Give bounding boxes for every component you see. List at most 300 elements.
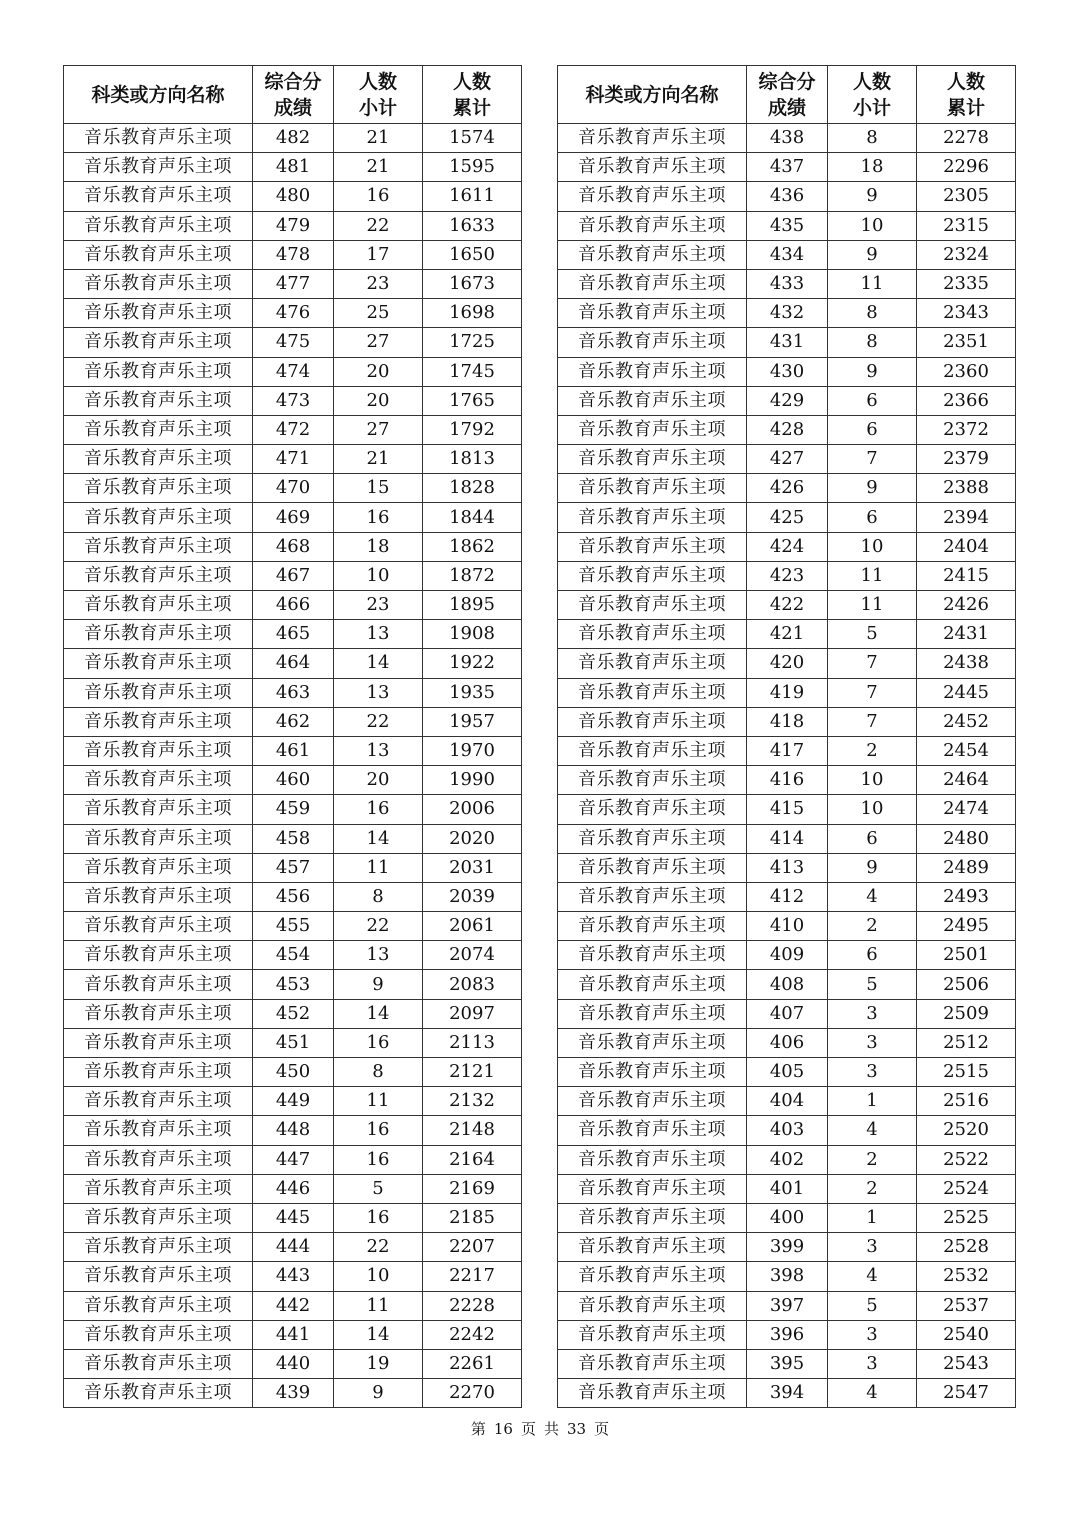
cell-cumulative: 2537 <box>917 1291 1016 1320</box>
cell-name: 音乐教育声乐主项 <box>558 328 747 357</box>
table-row <box>558 766 1016 795</box>
cell-count: 23 <box>334 591 423 620</box>
cell-score: 404 <box>747 1087 828 1116</box>
table-row <box>64 795 522 824</box>
cell-name: 音乐教育声乐主项 <box>64 999 253 1028</box>
table-row <box>64 1145 522 1174</box>
table-row <box>558 1233 1016 1262</box>
cell-count: 3 <box>828 1320 917 1349</box>
cell-cumulative: 2242 <box>423 1320 522 1349</box>
cell-name: 音乐教育声乐主项 <box>64 1262 253 1291</box>
table-row <box>64 153 522 182</box>
cell-name: 音乐教育声乐主项 <box>558 970 747 999</box>
header-cumulative: 人数 累计 <box>423 66 522 124</box>
footer-page-number: 16 <box>493 1420 513 1438</box>
cell-name: 音乐教育声乐主项 <box>64 182 253 211</box>
cell-cumulative: 2169 <box>423 1174 522 1203</box>
cell-name: 音乐教育声乐主项 <box>558 1087 747 1116</box>
cell-count: 7 <box>828 445 917 474</box>
cell-score: 465 <box>253 620 334 649</box>
table-row <box>558 299 1016 328</box>
cell-cumulative: 2525 <box>917 1203 1016 1232</box>
table-row <box>558 824 1016 853</box>
table-row <box>558 357 1016 386</box>
cell-score: 435 <box>747 211 828 240</box>
cell-cumulative: 2474 <box>917 795 1016 824</box>
cell-name: 音乐教育声乐主项 <box>64 357 253 386</box>
cell-count: 25 <box>334 299 423 328</box>
cell-cumulative: 2228 <box>423 1291 522 1320</box>
cell-score: 446 <box>253 1174 334 1203</box>
cell-count: 11 <box>334 853 423 882</box>
cell-cumulative: 2074 <box>423 941 522 970</box>
cell-name: 音乐教育声乐主项 <box>558 269 747 298</box>
footer-page-label: 页 <box>520 1420 536 1438</box>
cell-score: 476 <box>253 299 334 328</box>
cell-score: 403 <box>747 1116 828 1145</box>
cell-cumulative: 2097 <box>423 999 522 1028</box>
cell-cumulative: 2324 <box>917 240 1016 269</box>
cell-count: 27 <box>334 415 423 444</box>
cell-count: 8 <box>828 328 917 357</box>
cell-score: 433 <box>747 269 828 298</box>
cell-name: 音乐教育声乐主项 <box>64 415 253 444</box>
cell-count: 9 <box>334 1379 423 1408</box>
cell-score: 398 <box>747 1262 828 1291</box>
cell-name: 音乐教育声乐主项 <box>64 124 253 153</box>
cell-count: 13 <box>334 941 423 970</box>
table-row <box>558 153 1016 182</box>
table-row <box>558 736 1016 765</box>
table-row <box>558 1174 1016 1203</box>
cell-count: 9 <box>828 182 917 211</box>
table-row <box>64 269 522 298</box>
cell-count: 3 <box>828 1058 917 1087</box>
cell-count: 14 <box>334 1320 423 1349</box>
cell-count: 7 <box>828 649 917 678</box>
cell-cumulative: 2452 <box>917 707 1016 736</box>
cell-score: 463 <box>253 678 334 707</box>
cell-count: 16 <box>334 182 423 211</box>
cell-name: 音乐教育声乐主项 <box>558 941 747 970</box>
cell-cumulative: 2113 <box>423 1028 522 1057</box>
cell-count: 11 <box>828 269 917 298</box>
cell-score: 434 <box>747 240 828 269</box>
table-row <box>558 795 1016 824</box>
cell-score: 471 <box>253 445 334 474</box>
cell-score: 460 <box>253 766 334 795</box>
cell-score: 412 <box>747 882 828 911</box>
header-score: 综合分 成绩 <box>253 66 334 124</box>
table-row <box>64 1233 522 1262</box>
cell-cumulative: 1745 <box>423 357 522 386</box>
table-row <box>64 620 522 649</box>
cell-cumulative: 2366 <box>917 386 1016 415</box>
table-row <box>558 591 1016 620</box>
table-row <box>558 1028 1016 1057</box>
header-count: 人数 小计 <box>828 66 917 124</box>
cell-score: 410 <box>747 912 828 941</box>
cell-count: 16 <box>334 1028 423 1057</box>
cell-count: 2 <box>828 736 917 765</box>
cell-score: 396 <box>747 1320 828 1349</box>
cell-cumulative: 2454 <box>917 736 1016 765</box>
table-row <box>558 561 1016 590</box>
cell-score: 481 <box>253 153 334 182</box>
cell-score: 432 <box>747 299 828 328</box>
cell-name: 音乐教育声乐主项 <box>558 1349 747 1378</box>
table-row <box>558 240 1016 269</box>
cell-name: 音乐教育声乐主项 <box>558 1116 747 1145</box>
cell-score: 480 <box>253 182 334 211</box>
header-name: 科类或方向名称 <box>558 66 747 124</box>
cell-count: 16 <box>334 1203 423 1232</box>
cell-score: 437 <box>747 153 828 182</box>
cell-cumulative: 2509 <box>917 999 1016 1028</box>
cell-name: 音乐教育声乐主项 <box>64 299 253 328</box>
cell-cumulative: 1725 <box>423 328 522 357</box>
cell-cumulative: 2495 <box>917 912 1016 941</box>
table-row <box>558 707 1016 736</box>
cell-count: 10 <box>828 795 917 824</box>
table-row <box>64 766 522 795</box>
cell-count: 9 <box>828 853 917 882</box>
cell-cumulative: 2132 <box>423 1087 522 1116</box>
cell-count: 19 <box>334 1349 423 1378</box>
cell-name: 音乐教育声乐主项 <box>558 182 747 211</box>
cell-score: 443 <box>253 1262 334 1291</box>
cell-count: 2 <box>828 912 917 941</box>
cell-cumulative: 2083 <box>423 970 522 999</box>
cell-name: 音乐教育声乐主项 <box>64 853 253 882</box>
cell-cumulative: 2039 <box>423 882 522 911</box>
cell-score: 449 <box>253 1087 334 1116</box>
table-row <box>64 1262 522 1291</box>
cell-cumulative: 2360 <box>917 357 1016 386</box>
cell-score: 423 <box>747 561 828 590</box>
cell-cumulative: 1935 <box>423 678 522 707</box>
cell-name: 音乐教育声乐主项 <box>64 736 253 765</box>
table-row <box>558 1116 1016 1145</box>
cell-score: 456 <box>253 882 334 911</box>
table-row <box>558 970 1016 999</box>
cell-name: 音乐教育声乐主项 <box>558 1174 747 1203</box>
cell-cumulative: 2524 <box>917 1174 1016 1203</box>
cell-name: 音乐教育声乐主项 <box>558 153 747 182</box>
table-row <box>558 474 1016 503</box>
cell-count: 14 <box>334 824 423 853</box>
cell-name: 音乐教育声乐主项 <box>64 474 253 503</box>
cell-cumulative: 2343 <box>917 299 1016 328</box>
cell-cumulative: 1633 <box>423 211 522 240</box>
cell-name: 音乐教育声乐主项 <box>64 970 253 999</box>
cell-score: 440 <box>253 1349 334 1378</box>
cell-name: 音乐教育声乐主项 <box>558 999 747 1028</box>
cell-count: 13 <box>334 678 423 707</box>
cell-name: 音乐教育声乐主项 <box>64 1028 253 1057</box>
table-row <box>64 328 522 357</box>
cell-count: 11 <box>334 1087 423 1116</box>
cell-name: 音乐教育声乐主项 <box>558 824 747 853</box>
cell-count: 10 <box>334 561 423 590</box>
cell-name: 音乐教育声乐主项 <box>64 1291 253 1320</box>
cell-cumulative: 2415 <box>917 561 1016 590</box>
cell-name: 音乐教育声乐主项 <box>558 561 747 590</box>
cell-count: 8 <box>828 299 917 328</box>
cell-cumulative: 2061 <box>423 912 522 941</box>
table-row <box>64 824 522 853</box>
cell-cumulative: 1611 <box>423 182 522 211</box>
cell-cumulative: 2480 <box>917 824 1016 853</box>
cell-count: 3 <box>828 1349 917 1378</box>
table-row <box>558 1203 1016 1232</box>
cell-cumulative: 1673 <box>423 269 522 298</box>
cell-score: 447 <box>253 1145 334 1174</box>
table-row <box>558 503 1016 532</box>
table-row <box>64 1087 522 1116</box>
cell-name: 音乐教育声乐主项 <box>64 882 253 911</box>
cell-score: 420 <box>747 649 828 678</box>
cell-name: 音乐教育声乐主项 <box>558 474 747 503</box>
cell-name: 音乐教育声乐主项 <box>64 211 253 240</box>
cell-cumulative: 2388 <box>917 474 1016 503</box>
table-row <box>558 386 1016 415</box>
table-row <box>64 1174 522 1203</box>
cell-name: 音乐教育声乐主项 <box>64 153 253 182</box>
cell-name: 音乐教育声乐主项 <box>64 328 253 357</box>
cell-cumulative: 2315 <box>917 211 1016 240</box>
cell-cumulative: 2185 <box>423 1203 522 1232</box>
cell-score: 470 <box>253 474 334 503</box>
cell-score: 469 <box>253 503 334 532</box>
cell-count: 1 <box>828 1203 917 1232</box>
table-row <box>64 941 522 970</box>
cell-score: 397 <box>747 1291 828 1320</box>
cell-score: 467 <box>253 561 334 590</box>
cell-cumulative: 2540 <box>917 1320 1016 1349</box>
table-row <box>64 591 522 620</box>
cell-count: 10 <box>828 766 917 795</box>
table-row <box>558 620 1016 649</box>
footer-total-label: 共 <box>544 1420 560 1438</box>
page-footer <box>0 1418 1080 1439</box>
cell-cumulative: 1595 <box>423 153 522 182</box>
cell-cumulative: 2379 <box>917 445 1016 474</box>
cell-count: 21 <box>334 445 423 474</box>
cell-score: 430 <box>747 357 828 386</box>
cell-name: 音乐教育声乐主项 <box>64 824 253 853</box>
cell-score: 418 <box>747 707 828 736</box>
cell-count: 9 <box>828 240 917 269</box>
cell-count: 9 <box>334 970 423 999</box>
header-count: 人数 小计 <box>334 66 423 124</box>
table-row <box>64 1291 522 1320</box>
cell-count: 22 <box>334 211 423 240</box>
cell-score: 451 <box>253 1028 334 1057</box>
table-row <box>64 240 522 269</box>
cell-cumulative: 2148 <box>423 1116 522 1145</box>
cell-name: 音乐教育声乐主项 <box>64 620 253 649</box>
cell-cumulative: 1813 <box>423 445 522 474</box>
cell-cumulative: 2270 <box>423 1379 522 1408</box>
cell-name: 音乐教育声乐主项 <box>558 1233 747 1262</box>
table-row <box>558 678 1016 707</box>
cell-name: 音乐教育声乐主项 <box>64 941 253 970</box>
table-row <box>558 941 1016 970</box>
cell-count: 13 <box>334 736 423 765</box>
cell-cumulative: 2512 <box>917 1028 1016 1057</box>
header-score: 综合分 成绩 <box>747 66 828 124</box>
cell-count: 4 <box>828 882 917 911</box>
cell-cumulative: 1574 <box>423 124 522 153</box>
cell-cumulative: 2528 <box>917 1233 1016 1262</box>
table-row <box>558 1379 1016 1408</box>
table-row <box>558 124 1016 153</box>
cell-cumulative: 2031 <box>423 853 522 882</box>
table-row <box>558 1058 1016 1087</box>
cell-name: 音乐教育声乐主项 <box>64 1203 253 1232</box>
cell-score: 431 <box>747 328 828 357</box>
cell-count: 5 <box>334 1174 423 1203</box>
table-row <box>64 736 522 765</box>
cell-score: 414 <box>747 824 828 853</box>
table-row <box>558 999 1016 1028</box>
cell-score: 441 <box>253 1320 334 1349</box>
cell-score: 424 <box>747 532 828 561</box>
cell-cumulative: 1698 <box>423 299 522 328</box>
cell-cumulative: 1990 <box>423 766 522 795</box>
cell-count: 18 <box>334 532 423 561</box>
table-row <box>64 1203 522 1232</box>
cell-score: 445 <box>253 1203 334 1232</box>
cell-score: 475 <box>253 328 334 357</box>
table-row <box>558 1349 1016 1378</box>
cell-cumulative: 1650 <box>423 240 522 269</box>
cell-count: 3 <box>828 1028 917 1057</box>
cell-count: 20 <box>334 357 423 386</box>
cell-count: 21 <box>334 153 423 182</box>
cell-score: 395 <box>747 1349 828 1378</box>
cell-name: 音乐教育声乐主项 <box>558 357 747 386</box>
header-cumulative: 人数 累计 <box>917 66 1016 124</box>
cell-score: 415 <box>747 795 828 824</box>
cell-count: 3 <box>828 999 917 1028</box>
cell-count: 6 <box>828 415 917 444</box>
cell-score: 400 <box>747 1203 828 1232</box>
cell-name: 音乐教育声乐主项 <box>558 240 747 269</box>
table-row <box>64 1349 522 1378</box>
cell-score: 458 <box>253 824 334 853</box>
score-table-left <box>63 65 522 1408</box>
cell-name: 音乐教育声乐主项 <box>558 1320 747 1349</box>
cell-name: 音乐教育声乐主项 <box>64 591 253 620</box>
cell-count: 18 <box>828 153 917 182</box>
cell-count: 15 <box>334 474 423 503</box>
table-row <box>64 299 522 328</box>
cell-name: 音乐教育声乐主项 <box>558 1379 747 1408</box>
cell-cumulative: 1957 <box>423 707 522 736</box>
cell-name: 音乐教育声乐主项 <box>64 1174 253 1203</box>
table-row <box>64 970 522 999</box>
cell-cumulative: 2516 <box>917 1087 1016 1116</box>
cell-count: 5 <box>828 620 917 649</box>
table-row <box>64 1058 522 1087</box>
cell-count: 2 <box>828 1174 917 1203</box>
cell-count: 8 <box>828 124 917 153</box>
cell-count: 17 <box>334 240 423 269</box>
table-row <box>64 707 522 736</box>
cell-count: 23 <box>334 269 423 298</box>
table-row <box>64 1028 522 1057</box>
cell-cumulative: 2506 <box>917 970 1016 999</box>
cell-cumulative: 2296 <box>917 153 1016 182</box>
cell-name: 音乐教育声乐主项 <box>558 1028 747 1057</box>
cell-cumulative: 2020 <box>423 824 522 853</box>
cell-count: 6 <box>828 824 917 853</box>
cell-score: 478 <box>253 240 334 269</box>
cell-score: 413 <box>747 853 828 882</box>
cell-name: 音乐教育声乐主项 <box>64 561 253 590</box>
cell-count: 9 <box>828 474 917 503</box>
cell-score: 402 <box>747 1145 828 1174</box>
cell-count: 16 <box>334 1145 423 1174</box>
cell-count: 7 <box>828 678 917 707</box>
cell-count: 20 <box>334 766 423 795</box>
cell-score: 419 <box>747 678 828 707</box>
cell-name: 音乐教育声乐主项 <box>558 591 747 620</box>
cell-cumulative: 2532 <box>917 1262 1016 1291</box>
cell-cumulative: 2445 <box>917 678 1016 707</box>
header-name: 科类或方向名称 <box>64 66 253 124</box>
table-row <box>558 853 1016 882</box>
cell-cumulative: 2426 <box>917 591 1016 620</box>
cell-name: 音乐教育声乐主项 <box>64 1058 253 1087</box>
cell-score: 407 <box>747 999 828 1028</box>
cell-score: 473 <box>253 386 334 415</box>
cell-cumulative: 2464 <box>917 766 1016 795</box>
cell-name: 音乐教育声乐主项 <box>64 678 253 707</box>
cell-count: 16 <box>334 1116 423 1145</box>
cell-count: 4 <box>828 1379 917 1408</box>
cell-count: 4 <box>828 1116 917 1145</box>
cell-score: 422 <box>747 591 828 620</box>
cell-score: 452 <box>253 999 334 1028</box>
cell-score: 444 <box>253 1233 334 1262</box>
cell-count: 22 <box>334 1233 423 1262</box>
cell-name: 音乐教育声乐主项 <box>558 299 747 328</box>
cell-name: 音乐教育声乐主项 <box>558 795 747 824</box>
cell-score: 479 <box>253 211 334 240</box>
cell-count: 6 <box>828 941 917 970</box>
cell-count: 10 <box>828 211 917 240</box>
cell-cumulative: 2394 <box>917 503 1016 532</box>
cell-cumulative: 2217 <box>423 1262 522 1291</box>
cell-count: 1 <box>828 1087 917 1116</box>
cell-name: 音乐教育声乐主项 <box>558 1058 747 1087</box>
cell-score: 429 <box>747 386 828 415</box>
cell-count: 2 <box>828 1145 917 1174</box>
table-row <box>558 1262 1016 1291</box>
table-row <box>64 503 522 532</box>
table-row <box>64 1116 522 1145</box>
cell-score: 436 <box>747 182 828 211</box>
cell-cumulative: 2006 <box>423 795 522 824</box>
cell-count: 5 <box>828 970 917 999</box>
cell-name: 音乐教育声乐主项 <box>558 620 747 649</box>
cell-cumulative: 2335 <box>917 269 1016 298</box>
cell-name: 音乐教育声乐主项 <box>64 1349 253 1378</box>
cell-name: 音乐教育声乐主项 <box>64 240 253 269</box>
